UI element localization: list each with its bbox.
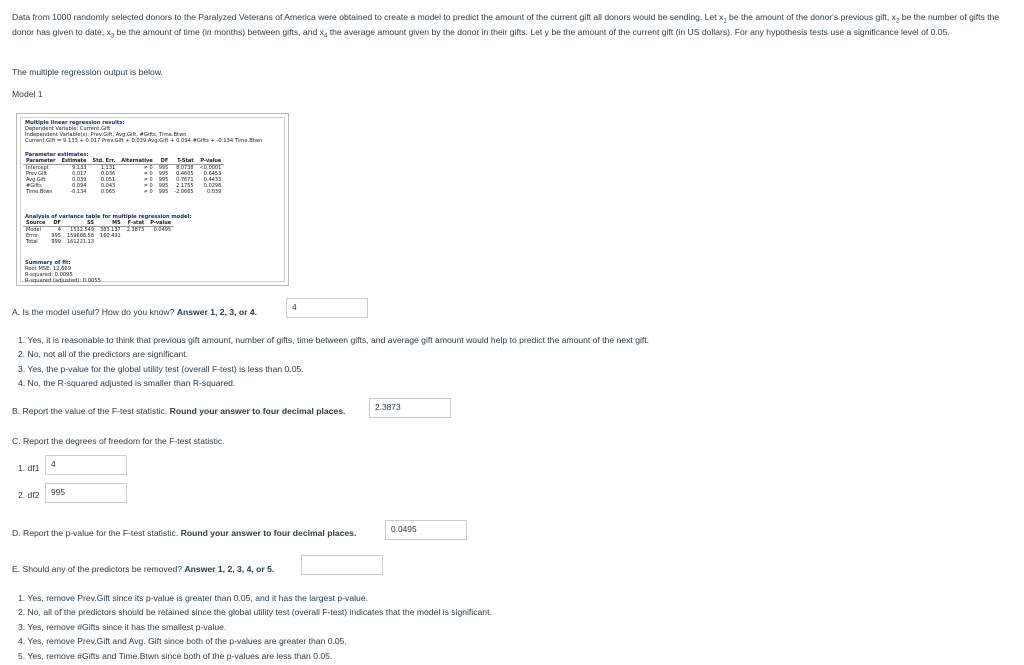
question-e-options <box>18 591 492 663</box>
output-title: Multiple linear regression results: <box>25 120 125 126</box>
table-cell: Intercept <box>23 165 59 172</box>
list-item: 2. No, all of the predictors should be retained since the global utility test (overall F-test) indicates that the model is significant. <box>18 607 492 618</box>
table-cell: 159688.58 <box>66 233 95 239</box>
root-mse: Root MSE: 12.669 <box>25 266 71 272</box>
table-cell <box>124 239 148 245</box>
table-header: P-value <box>200 158 222 164</box>
table-cell: 0.6453 <box>203 171 222 177</box>
table-cell: 995 <box>158 189 169 195</box>
table-cell: 2.3873 <box>124 227 148 234</box>
list-item: 1. Yes, remove Prev.Gift since its p-value is greater than 0.05, and it has the largest p-value. <box>18 593 368 603</box>
table-header: Parameter <box>26 158 56 164</box>
dependent-variable: Dependent Variable: Current.Gift <box>25 126 111 132</box>
table-cell: ≠ 0 <box>118 165 156 172</box>
table-cell: Time.Btwn <box>26 189 53 195</box>
table-cell: 0.036 <box>100 171 116 177</box>
question-d <box>12 528 356 538</box>
question-e-instruction: Answer 1, 2, 3, 4, or 5. <box>184 564 275 574</box>
model-label: Model 1 <box>12 89 43 99</box>
question-e <box>12 564 274 574</box>
table-cell: 995 <box>158 171 169 177</box>
table-cell: Prev.Gift <box>26 171 48 177</box>
list-item: 5. Yes, remove #Gifts and Time.Btwn since both of the p-values are less than 0.05. <box>18 650 333 661</box>
list-item: 4. No, the R-squared adjusted is smaller than R-squared. <box>18 378 236 389</box>
question-d-instruction: Round your answer to four decimal places. <box>180 528 357 538</box>
answer-e-input[interactable] <box>301 555 383 575</box>
answer-a-input[interactable]: 4 <box>286 298 368 318</box>
table-cell: 1532.549 <box>64 227 97 234</box>
table-cell: 0.039 <box>72 177 87 183</box>
question-a-options <box>18 333 649 391</box>
table-header: DF <box>160 158 169 164</box>
table-cell: 995 <box>156 165 172 172</box>
table-cell: 0.7671 <box>176 177 194 183</box>
table-cell <box>97 239 124 245</box>
table-cell: 995 <box>158 183 169 189</box>
table-cell: 0.043 <box>100 183 116 189</box>
table-cell <box>147 239 174 245</box>
question-a <box>12 307 257 317</box>
r-squared: R-squared: 0.0095 <box>25 272 73 278</box>
table-cell: -2.0665 <box>174 189 194 195</box>
table-header: T-Stat <box>177 158 194 164</box>
parameter-table <box>23 158 224 195</box>
table-header: Source <box>26 220 46 226</box>
table-cell: 0.039 <box>206 189 222 195</box>
list-item: 3. Yes, remove #Gifts since it has the smallest p-value. <box>18 621 227 632</box>
answer-d-input[interactable]: 0.0495 <box>385 520 467 540</box>
question-b-text: B. Report the value of the F-test statistic. <box>12 406 170 416</box>
table-cell: 0.4605 <box>176 171 194 177</box>
table-header: Std. Err. <box>92 158 116 164</box>
table-cell: 995 <box>158 177 169 183</box>
table-cell: 2.1755 <box>176 183 194 189</box>
table-cell: #Gifts <box>26 183 42 189</box>
table-cell: 160.491 <box>100 233 121 239</box>
df1-input[interactable]: 4 <box>45 455 127 475</box>
question-d-text: D. Report the p-value for the F-test statistic. <box>12 528 181 538</box>
param-title: Parameter estimates: <box>25 152 89 158</box>
list-item: 1. Yes, it is reasonable to think that previous gift amount, number of gifts, time between gifts, and average gift amount would help to predict the amount of the next gift. <box>18 335 650 345</box>
regression-output-image <box>16 113 289 286</box>
list-item: 3. Yes, the p-value for the global utility test (overall F-test) is less than 0.05. <box>18 363 304 374</box>
table-cell: 8.0738 <box>171 165 196 172</box>
list-item: 4. Yes, remove Prev.Gift and Avg. Gift since both of the p-values are greater than 0.05. <box>18 636 347 647</box>
table-cell: 995 <box>51 233 61 239</box>
table-cell: 0.017 <box>72 171 87 177</box>
table-cell: ≠ 0 <box>143 183 153 189</box>
table-cell: 1.131 <box>89 165 118 172</box>
table-cell: Avg.Gift <box>26 177 46 183</box>
df2-input[interactable]: 995 <box>45 483 127 503</box>
table-header: Alternative <box>121 158 153 164</box>
table-row <box>23 239 174 245</box>
anova-title: Analysis of variance table for multiple regression model: <box>25 214 192 220</box>
table-header: P-value <box>150 220 172 226</box>
table-cell: ≠ 0 <box>143 177 153 183</box>
question-e-text: E. Should any of the predictors be removed? <box>12 564 185 574</box>
table-cell: 4 <box>48 227 64 234</box>
regression-intro: The multiple regression output is below. <box>12 67 163 77</box>
table-cell: ≠ 0 <box>143 171 153 177</box>
table-cell: 0.4433 <box>203 177 222 183</box>
fit-title: Summary of fit: <box>25 260 71 266</box>
table-header: Estimate <box>61 158 87 164</box>
table-header: DF <box>53 220 61 226</box>
question-a-text: A. Is the model useful? How do you know? <box>12 307 177 317</box>
table-cell: Error <box>26 233 39 239</box>
table-cell: Total <box>26 239 38 245</box>
table-cell: 161221.13 <box>66 239 95 245</box>
question-b <box>12 406 345 416</box>
table-cell: 383.137 <box>97 227 124 234</box>
table-cell: Model <box>23 227 48 234</box>
table-cell: 0.051 <box>100 177 116 183</box>
table-cell: ≠ 0 <box>143 189 153 195</box>
table-cell: 999 <box>51 239 61 245</box>
r-squared-adjusted: R-squared (adjusted): 0.0055 <box>25 278 101 284</box>
table-cell: <0.0001 <box>197 165 225 172</box>
question-a-instruction: Answer 1, 2, 3, or 4. <box>176 307 258 317</box>
table-cell: -0.134 <box>70 189 87 195</box>
table-header: SS <box>87 220 95 226</box>
df1-label: 1. df1 <box>18 463 40 473</box>
question-b-instruction: Round your answer to four decimal places. <box>169 406 346 416</box>
table-header: F-stat <box>127 220 145 226</box>
answer-b-input[interactable]: 2.3873 <box>369 398 451 418</box>
table-cell: 0.094 <box>72 183 87 189</box>
table-cell: 0.0495 <box>147 227 174 234</box>
list-item: 2. No, not all of the predictors are significant. <box>18 349 189 360</box>
table-row <box>23 189 224 195</box>
question-c: C. Report the degrees of freedom for the F-test statistic. <box>12 436 225 446</box>
regression-equation: Current.Gift = 9.133 + 0.017 Prev.Gift + 0.039 Avg.Gift + 0.094 #Gifts + -0.134 Time.Btwn <box>25 138 263 144</box>
table-cell: 0.0298 <box>203 183 222 189</box>
table-cell: 0.065 <box>100 189 116 195</box>
df2-label: 2. df2 <box>18 490 40 500</box>
table-header: MS <box>112 220 121 226</box>
table-cell: 9.133 <box>59 165 90 172</box>
anova-table <box>23 220 174 245</box>
intro-paragraph: Data from 1000 randomly selected donors to the Paralyzed Veterans of America were obtained to create a model to predict the amount of the current gift all donors would be sending. Let $x_1$ be the amount of the donor's previous gift, $x_2$ be the number of gifts the donor has given to date, $x_3$ be the amount of time (in months) between gifts, and $x_4$ the average amount given by the donor in their gifts. Let y be the amount of the current gift (in US dollars). For any hypothesis tests use a significance level of 0.05. <box>12 12 1000 40</box>
independent-variables: Independent Variable(s): Prev.Gift, Avg.Gift, #Gifts, Time.Btwn <box>25 132 187 138</box>
